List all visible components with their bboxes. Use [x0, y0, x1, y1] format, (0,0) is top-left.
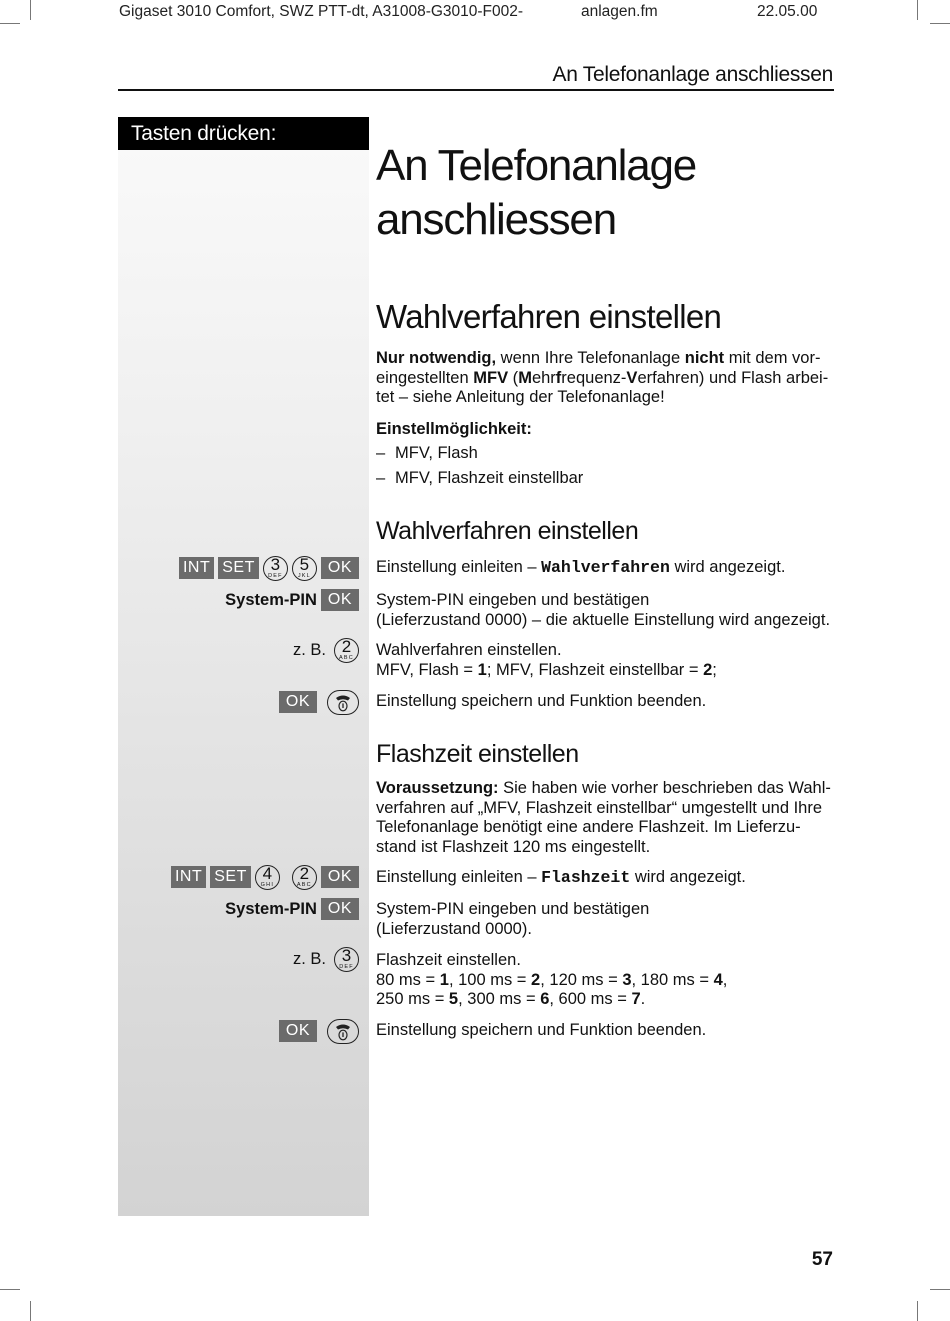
- step-text-line: Wahlverfahren einstellen.: [376, 641, 562, 659]
- value-bold: 6: [540, 990, 550, 1008]
- step-text-part: , 100 ms =: [448, 970, 532, 989]
- key-sidebar: [118, 117, 369, 1216]
- digit-letters: ABC: [296, 881, 312, 888]
- handset-icon: [328, 1020, 358, 1043]
- digit-letters: ABC: [339, 654, 354, 661]
- ok-key: OK: [279, 1020, 317, 1042]
- set-key: SET: [218, 557, 259, 579]
- section-title: Wahlverfahren einstellen: [376, 298, 722, 335]
- crop-mark: [917, 1301, 918, 1321]
- digit-number: 4: [262, 863, 273, 883]
- step-text-part: 80 ms =: [376, 970, 440, 989]
- step-text-line: (Lieferzustand 0000).: [376, 919, 532, 938]
- step-text-part: ; MFV, Flashzeit einstellbar =: [486, 660, 704, 679]
- step-text-line: System-PIN eingeben und bestätigen: [376, 591, 650, 609]
- value-bold: 4: [713, 970, 723, 989]
- digit-letters: DEF: [339, 963, 354, 970]
- precondition-paragraph: [376, 779, 836, 857]
- intro-paragraph: [376, 349, 836, 408]
- intro-text: erfahren) und Flash arbei-: [637, 368, 829, 387]
- value-bold: 1: [439, 970, 449, 989]
- ok-key: OK: [321, 589, 359, 611]
- ok-key: OK: [321, 557, 359, 579]
- list-dash: –: [376, 469, 386, 487]
- crop-mark: [0, 23, 20, 24]
- key-sequence-example: [293, 947, 359, 971]
- value-bold: 3: [622, 970, 632, 989]
- step-text-part: Einstellung einleiten –: [376, 558, 542, 576]
- display-text: Wahlverfahren: [541, 558, 670, 577]
- print-header-doc: Gigaset 3010 Comfort, SWZ PTT-dt, A31008-G3010-F002-: [119, 3, 524, 20]
- digit-key-3: [334, 947, 359, 972]
- digit-key-2: [292, 865, 317, 890]
- step-text-part: , 600 ms =: [549, 990, 632, 1008]
- key-sequence-example: [293, 638, 359, 662]
- key-sequence-system-pin: [225, 897, 359, 921]
- intro-text: eingestellten: [376, 368, 474, 387]
- intro-text: (: [508, 368, 519, 387]
- header-rule: [118, 89, 834, 91]
- digit-number: 3: [270, 554, 281, 574]
- step-text-part: .: [640, 990, 646, 1008]
- step-text-part: MFV, Flash =: [376, 660, 478, 679]
- example-label: z. B.: [292, 640, 326, 659]
- intro-text: requenz-: [561, 368, 627, 387]
- intro-text: mit dem vor-: [724, 349, 821, 367]
- int-key: INT: [171, 866, 206, 888]
- system-pin-label: System-PIN: [225, 590, 317, 609]
- options-label: Einstellmöglichkeit:: [376, 420, 532, 438]
- step-text-part: 250 ms =: [376, 990, 449, 1008]
- digit-number: 5: [299, 554, 310, 574]
- page-title-line: An Telefonanlage: [376, 141, 697, 190]
- step-text-line: System-PIN eingeben und bestätigen: [376, 900, 650, 918]
- precondition-text: verfahren auf „MFV, Flashzeit einstellbar“ umgestellt und Ihre: [376, 798, 823, 817]
- precondition-text: Sie haben wie vorher beschrieben das Wahl-: [498, 779, 831, 797]
- step-text-part: , 120 ms =: [540, 970, 623, 989]
- value-bold: 7: [631, 990, 641, 1008]
- digit-letters: DEF: [268, 572, 283, 579]
- crop-mark: [917, 0, 918, 20]
- ok-key: OK: [321, 898, 359, 920]
- list-dash: –: [376, 443, 386, 462]
- list-item: [376, 469, 836, 489]
- precondition-label: Voraussetzung:: [376, 779, 499, 797]
- list-item-text: MFV, Flash: [395, 443, 478, 462]
- display-text: Flashzeit: [541, 868, 631, 887]
- example-label: z. B.: [292, 949, 326, 968]
- step-text: [376, 641, 836, 680]
- step-text-line: (Lieferzustand 0000) – die aktuelle Einstellung wird angezeigt.: [376, 610, 831, 629]
- digit-key-4: [255, 865, 280, 890]
- step-text: Einstellung speichern und Funktion beenden.: [376, 692, 707, 710]
- digit-letters: GHI: [260, 881, 275, 888]
- step-text-part: , 180 ms =: [631, 970, 714, 989]
- step-text: [376, 591, 836, 630]
- step-text-part: , 300 ms =: [458, 990, 541, 1008]
- int-key: INT: [179, 557, 214, 579]
- step-text: [376, 900, 836, 939]
- digit-letters: JKL: [297, 572, 311, 579]
- key-sequence-wahlverfahren: [179, 556, 359, 580]
- page-number: 57: [811, 1249, 833, 1270]
- intro-bold: V: [626, 368, 638, 387]
- step-text: Einstellung speichern und Funktion beenden.: [376, 1021, 707, 1039]
- intro-bold: M: [518, 368, 532, 387]
- list-item: [376, 444, 836, 464]
- crop-mark: [30, 0, 31, 20]
- digit-number: 2: [299, 863, 310, 883]
- digit-number: 2: [341, 636, 352, 656]
- page-title: [376, 139, 836, 247]
- step-text: [376, 951, 836, 1010]
- system-pin-label: System-PIN: [225, 899, 317, 918]
- print-header-date: 22.05.00: [757, 3, 818, 20]
- end-call-key-icon: [327, 1019, 359, 1044]
- value-bold: 5: [448, 990, 459, 1008]
- key-sequence-system-pin: [225, 588, 359, 612]
- subsection-title-flashzeit: Flashzeit einstellen: [376, 740, 579, 768]
- digit-key-3: [263, 556, 288, 581]
- key-sequence-save: [279, 690, 359, 714]
- crop-mark: [930, 23, 950, 24]
- ok-key: OK: [321, 866, 359, 888]
- step-text: [376, 868, 836, 888]
- set-key: SET: [210, 866, 251, 888]
- value-bold: 2: [703, 660, 713, 679]
- intro-text: tet – siehe Anleitung der Telefonanlage!: [376, 388, 665, 406]
- list-item-text: MFV, Flashzeit einstellbar: [395, 469, 584, 487]
- crop-mark: [30, 1301, 31, 1321]
- value-bold: 2: [531, 970, 541, 989]
- step-text-line: Flashzeit einstellen.: [376, 951, 521, 969]
- crop-mark: [930, 1289, 950, 1290]
- intro-text: wenn Ihre Telefonanlage: [496, 349, 685, 367]
- options-block: [376, 420, 836, 489]
- intro-bold: Nur notwendig,: [376, 349, 497, 367]
- intro-bold: MFV: [473, 368, 509, 387]
- digit-key-2: [334, 638, 359, 663]
- digit-number: 3: [341, 945, 352, 965]
- sidebar-title: Tasten drücken:: [118, 117, 369, 150]
- step-text-part: wird angezeigt.: [630, 868, 746, 886]
- step-text: [376, 558, 836, 578]
- intro-bold: f: [555, 368, 562, 387]
- key-sequence-flashzeit: [171, 865, 359, 889]
- handset-icon: [328, 691, 358, 714]
- page-title-line: anschliessen: [376, 195, 616, 244]
- crop-mark: [0, 1289, 20, 1290]
- step-text-part: Einstellung einleiten –: [376, 868, 542, 886]
- digit-key-5: [292, 556, 317, 581]
- subsection-title-wahlverfahren: Wahlverfahren einstellen: [376, 517, 639, 545]
- intro-text: ehr: [531, 368, 556, 387]
- key-sequence-save: [279, 1019, 359, 1043]
- ok-key: OK: [279, 691, 317, 713]
- print-header-file: anlagen.fm: [581, 3, 658, 20]
- value-bold: 1: [477, 660, 487, 679]
- intro-bold: nicht: [684, 349, 725, 367]
- precondition-text: stand ist Flashzeit 120 ms eingestellt.: [376, 837, 651, 856]
- step-text-part: ;: [712, 660, 717, 679]
- step-text-part: ,: [722, 970, 728, 989]
- end-call-key-icon: [327, 690, 359, 715]
- step-text-part: wird angezeigt.: [669, 558, 786, 576]
- running-title: An Telefonanlage anschliessen: [552, 63, 833, 86]
- precondition-text: Telefonanlage benötigt eine andere Flashzeit. Im Lieferzu-: [376, 818, 801, 836]
